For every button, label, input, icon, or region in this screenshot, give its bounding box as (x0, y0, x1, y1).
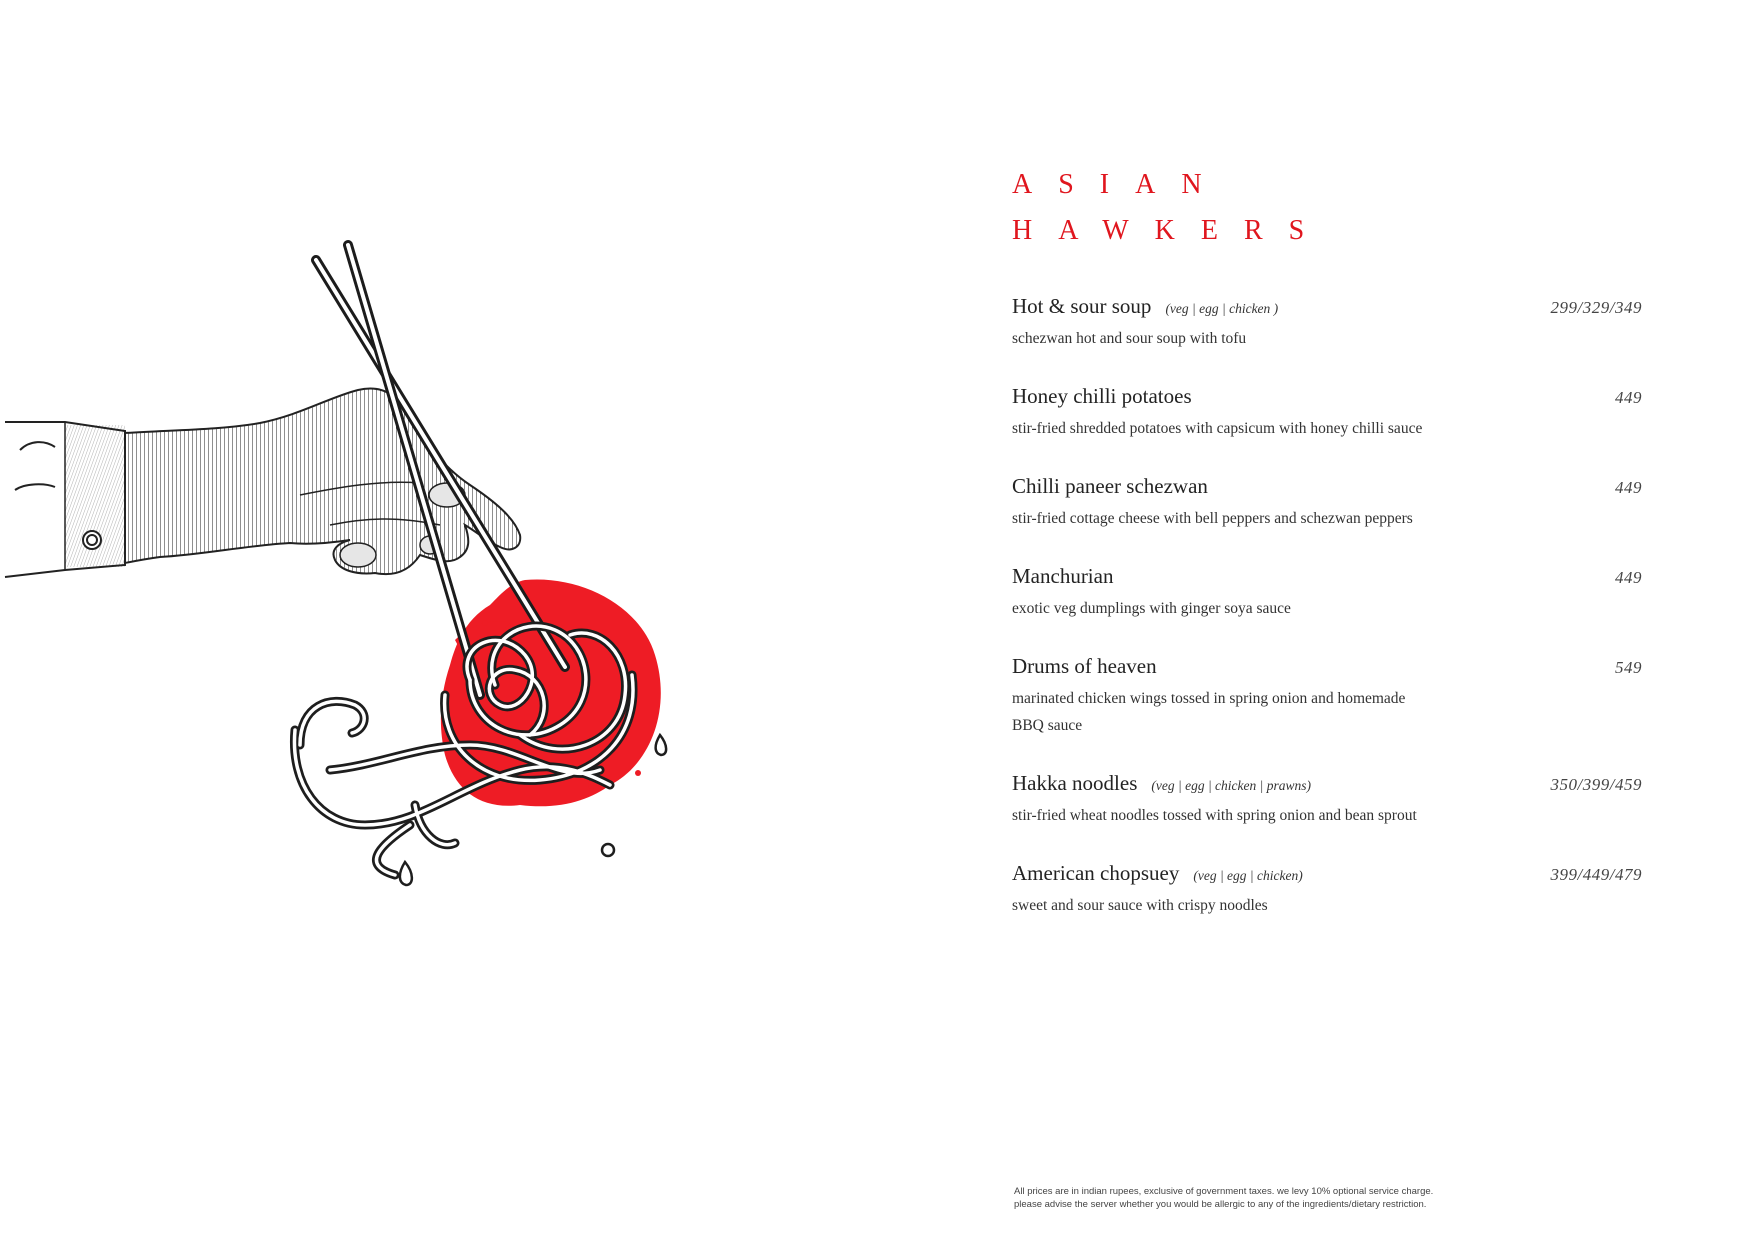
menu-item-name: Honey chilli potatoes (1012, 384, 1192, 408)
menu-item (1012, 861, 1642, 919)
menu-item-price: 549 (1615, 658, 1642, 677)
menu-item-name: Hot & sour soup (1012, 294, 1152, 318)
menu-item-description: exotic veg dumplings with ginger soya sauce (1012, 600, 1291, 617)
menu-item-description: marinated chicken wings tossed in spring onion and homemade BBQ sauce (1012, 690, 1406, 734)
hand (125, 389, 520, 575)
menu-item-description: stir-fried wheat noodles tossed with spring onion and bean sprout (1012, 807, 1417, 824)
menu-title-line-2: HAWKERS (1012, 215, 1331, 246)
menu-item-price: 449 (1615, 568, 1642, 587)
menu-item-name: Hakka noodles (1012, 771, 1138, 795)
menu-item-price: 299/329/349 (1550, 298, 1642, 317)
menu-item-options: (veg | egg | chicken ) (1165, 301, 1279, 316)
menu-item-options: (veg | egg | chicken) (1193, 868, 1303, 883)
menu-item-description: schezwan hot and sour soup with tofu (1012, 330, 1247, 347)
menu-item-head (1012, 654, 1642, 679)
menu-item (1012, 654, 1642, 739)
menu-item-head (1012, 564, 1642, 589)
menu-item-head (1012, 384, 1642, 409)
menu-item-price: 449 (1615, 388, 1642, 407)
menu-item-name: American chopsuey (1012, 861, 1180, 885)
hand-chopsticks-noodles-icon (0, 225, 680, 895)
menu-item-description: sweet and sour sauce with crispy noodles (1012, 897, 1268, 914)
menu-item (1012, 384, 1642, 442)
menu-item-options: (veg | egg | chicken | prawns) (1151, 778, 1311, 793)
hand-chopsticks-noodles-illustration (0, 225, 680, 895)
menu-item-head (1012, 771, 1642, 796)
menu-item-description: stir-fried cottage cheese with bell peppers and schezwan peppers (1012, 510, 1413, 527)
price-disclaimer (1014, 1185, 1574, 1211)
menu-item-description: stir-fried shredded potatoes with capsicum with honey chilli sauce (1012, 420, 1423, 437)
menu-title (1012, 162, 1642, 254)
menu-item (1012, 474, 1642, 532)
menu-items-list (1012, 294, 1642, 919)
menu-item-price: 399/449/479 (1550, 865, 1642, 884)
menu-item-head (1012, 861, 1642, 886)
menu-item-name: Chilli paneer schezwan (1012, 474, 1208, 498)
sleeve (5, 422, 125, 577)
menu-item-head (1012, 294, 1642, 319)
menu-item-price: 449 (1615, 478, 1642, 497)
menu-section (1012, 162, 1642, 951)
menu-item (1012, 771, 1642, 829)
menu-item-name: Manchurian (1012, 564, 1114, 588)
menu-item-head (1012, 474, 1642, 499)
disclaimer-line-1: All prices are in indian rupees, exclusive of government taxes. we levy 10% optional service charge. (1014, 1186, 1434, 1197)
menu-title-line-1: ASIAN (1012, 169, 1228, 200)
menu-item (1012, 564, 1642, 622)
disclaimer-line-2: please advise the server whether you would be allergic to any of the ingredients/dietary restriction. (1014, 1199, 1427, 1210)
menu-item-name: Drums of heaven (1012, 654, 1157, 678)
menu-item-price: 350/399/459 (1550, 775, 1642, 794)
menu-item (1012, 294, 1642, 352)
